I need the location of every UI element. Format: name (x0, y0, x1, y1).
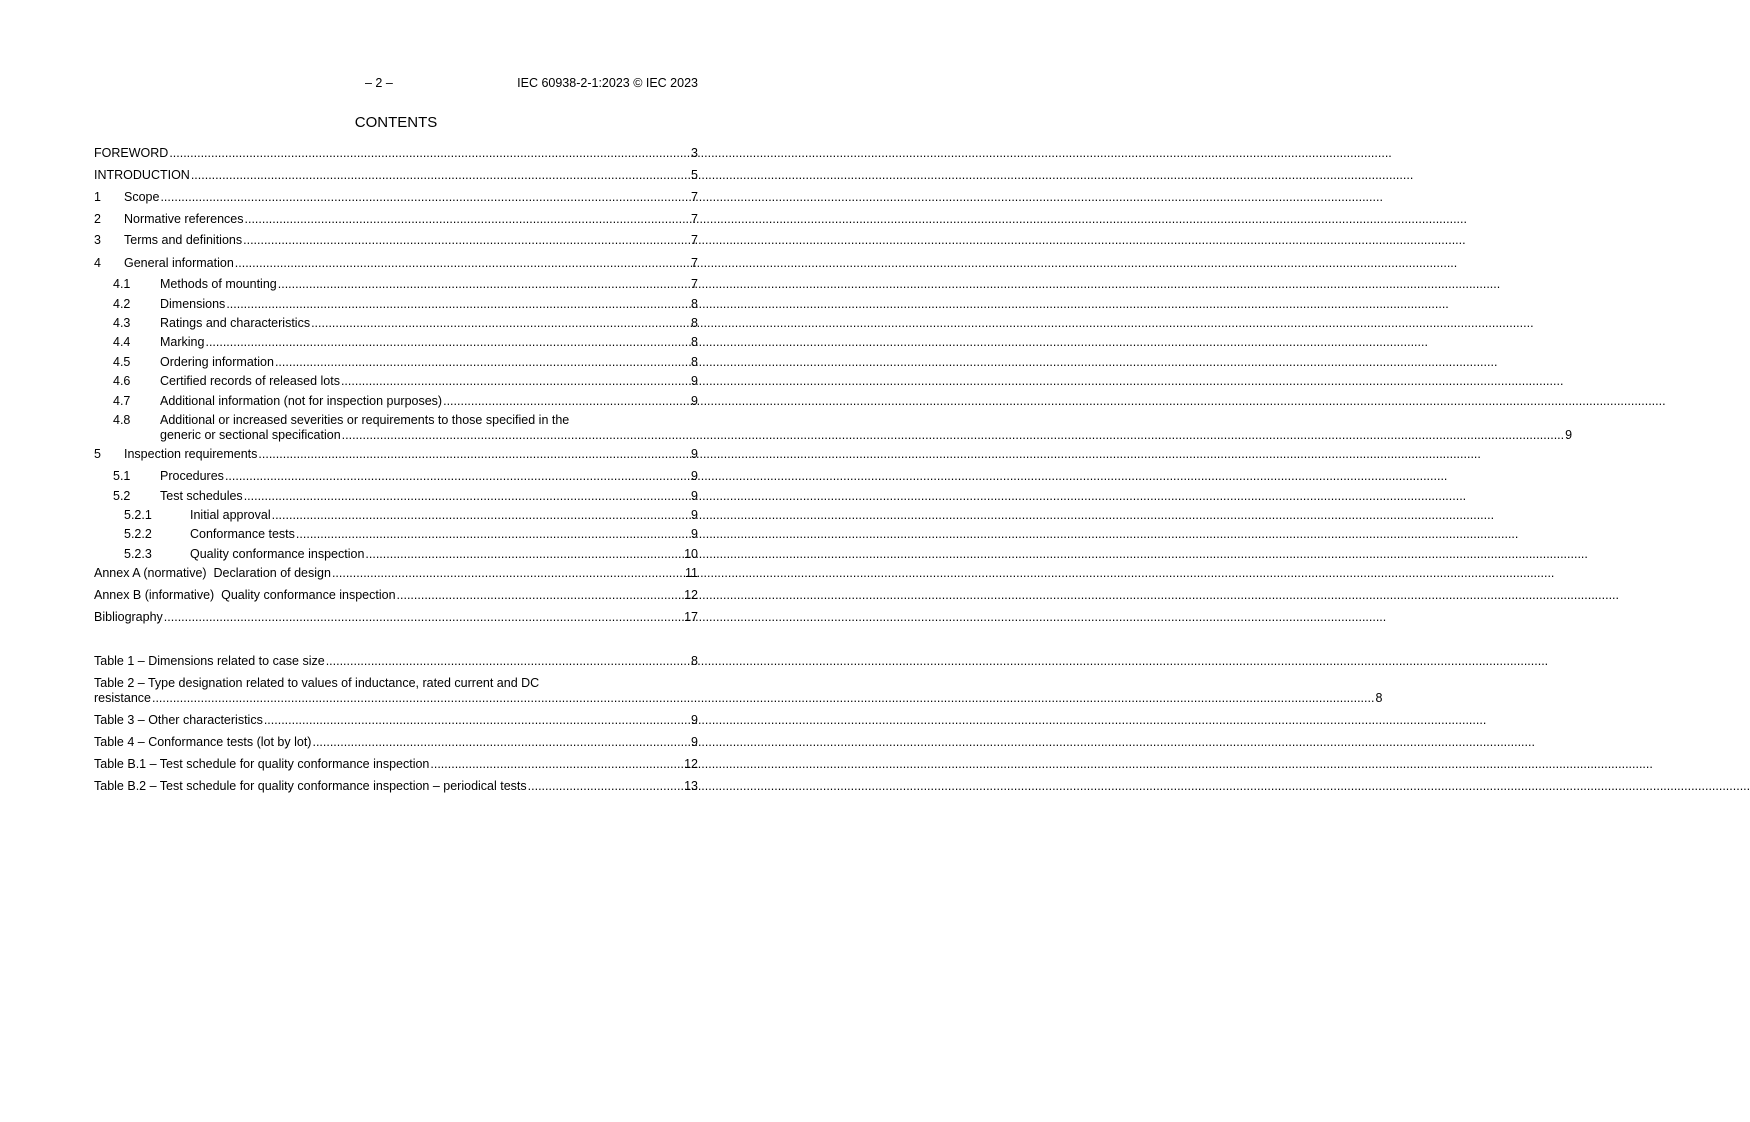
dot-leader (205, 335, 690, 350)
dot-leader (191, 168, 690, 183)
toc-entry-title: Normative references (124, 212, 244, 226)
dot-leader (152, 691, 1374, 706)
table-entry-table-4[interactable] (94, 735, 698, 750)
table-entry-page: 9 (691, 735, 698, 749)
table-entry-page: 13 (684, 779, 698, 793)
dot-leader (443, 394, 690, 409)
toc-entry-title: INTRODUCTION (94, 168, 190, 182)
toc-entry-title: Procedures (160, 469, 224, 483)
table-entry-title-line2-row (94, 691, 1382, 706)
toc-entry-terms-and-definitions[interactable] (94, 233, 698, 248)
document-reference: IEC 60938-2-1:2023 © IEC 2023 (517, 76, 698, 90)
table-entry-title: Table 1 – Dimensions related to case size (94, 654, 325, 668)
toc-entry-marking[interactable] (113, 335, 698, 350)
toc-entry-inspection-requirements[interactable] (94, 447, 698, 462)
toc-entry-test-schedules[interactable] (113, 489, 698, 504)
table-entry-page: 8 (691, 654, 698, 668)
toc-entry-title: Scope (124, 190, 160, 204)
toc-entry-dimensions[interactable] (113, 297, 698, 312)
dot-leader (296, 527, 690, 542)
toc-entry-number: 5.2.1 (124, 508, 152, 522)
toc-entry-page: 7 (691, 190, 698, 204)
dot-leader (245, 212, 691, 227)
toc-entry-page: 11 (685, 566, 698, 580)
dot-leader (226, 297, 690, 312)
toc-entry-page: 5 (691, 168, 698, 182)
dot-leader (326, 654, 690, 669)
table-entry-page: 12 (684, 757, 698, 771)
toc-entry-title: Methods of mounting (160, 277, 277, 291)
toc-entry-page: 9 (691, 508, 698, 522)
toc-entry-title: Quality conformance inspection (190, 547, 365, 561)
toc-entry-number: 5.2.3 (124, 547, 152, 561)
toc-entry-introduction[interactable] (94, 168, 698, 183)
toc-entry-number: 5 (94, 447, 101, 461)
toc-entry-title: Additional information (not for inspection purposes) (160, 394, 443, 408)
toc-entry-title: Inspection requirements (124, 447, 258, 461)
toc-entry-ordering-information[interactable] (113, 355, 698, 370)
toc-entry-page: 7 (691, 256, 698, 270)
dot-leader (430, 757, 683, 772)
toc-entry-page: 7 (691, 277, 698, 291)
dot-leader (397, 588, 684, 603)
dot-leader (342, 428, 1564, 443)
toc-entry-page: 7 (691, 233, 698, 247)
dot-leader (244, 489, 690, 504)
toc-entry-title: Ratings and characteristics (160, 316, 311, 330)
toc-entry-page: 8 (691, 335, 698, 349)
dot-leader (332, 566, 684, 581)
toc-entry-page: 12 (684, 588, 698, 602)
toc-entry-certified-records[interactable] (113, 374, 698, 389)
dot-leader (528, 779, 683, 794)
toc-entry-number: 5.1 (113, 469, 131, 483)
dot-leader (264, 713, 690, 728)
dot-leader (312, 735, 690, 750)
toc-entry-title: Initial approval (190, 508, 271, 522)
toc-entry-title-line1: Additional or increased severities or requirements to those specified in the (160, 413, 570, 427)
toc-entry-methods-of-mounting[interactable] (113, 277, 698, 292)
table-entry-title-line2: resistance (94, 691, 151, 705)
toc-entry-number: 4.6 (113, 374, 131, 388)
page-header (94, 76, 698, 92)
table-entry-title: Table 3 – Other characteristics (94, 713, 263, 727)
toc-entry-title: Annex A (normative) Declaration of design (94, 566, 331, 580)
contents-title: CONTENTS (354, 114, 438, 131)
toc-entry-title: Ordering information (160, 355, 274, 369)
page-number: – 2 – (365, 76, 393, 90)
toc-entry-title: Terms and definitions (124, 233, 243, 247)
toc-entry-page: 8 (691, 297, 698, 311)
table-entry-title-block (94, 676, 1382, 706)
toc-entry-number: 4.2 (113, 297, 131, 311)
toc-entry-number: 5.2.2 (124, 527, 152, 541)
toc-entry-page: 9 (691, 374, 698, 388)
table-entry-title: Table B.1 – Test schedule for quality conformance inspection (94, 757, 430, 771)
toc-entry-ratings-and-characteristics[interactable] (113, 316, 698, 331)
table-entry-page: 9 (691, 713, 698, 727)
toc-entry-number: 3 (94, 233, 101, 247)
toc-entry-title: Annex B (informative) Quality conformance inspection (94, 588, 396, 602)
toc-entry-title: Certified records of released lots (160, 374, 340, 388)
toc-entry-page: 9 (691, 447, 698, 461)
table-entry-title-line1: Table 2 – Type designation related to values of inductance, rated current and DC (94, 676, 540, 690)
toc-entry-foreword[interactable] (94, 146, 698, 161)
toc-entry-title: Marking (160, 335, 205, 349)
toc-entry-page: 9 (691, 469, 698, 483)
table-entry-title: Table 4 – Conformance tests (lot by lot) (94, 735, 312, 749)
toc-entry-annex-a[interactable] (94, 566, 698, 581)
toc-entry-title: Conformance tests (190, 527, 295, 541)
table-entry-title: Table B.2 – Test schedule for quality conformance inspection – periodical tests (94, 779, 527, 793)
dot-leader (225, 469, 690, 484)
toc-entry-title: FOREWORD (94, 146, 169, 160)
toc-entry-number: 4.8 (113, 413, 131, 427)
toc-entry-page: 8 (691, 316, 698, 330)
dot-leader (160, 190, 690, 205)
toc-entry-number: 4.4 (113, 335, 131, 349)
toc-entry-procedures[interactable] (113, 469, 698, 484)
toc-entry-page: 9 (691, 394, 698, 408)
toc-entry-page: 7 (691, 212, 698, 226)
toc-entry-title: Test schedules (160, 489, 243, 503)
toc-entry-page: 9 (691, 489, 698, 503)
toc-entry-quality-conformance-inspection[interactable] (124, 547, 698, 562)
dot-leader (341, 374, 690, 389)
toc-entry-number: 4.5 (113, 355, 131, 369)
toc-entry-title-block (160, 413, 1572, 443)
toc-entry-page: 9 (1565, 428, 1573, 442)
toc-entry-page: 3 (691, 146, 698, 160)
toc-entry-number: 2 (94, 212, 101, 226)
dot-leader (275, 355, 690, 370)
toc-entry-title: Bibliography (94, 610, 163, 624)
toc-entry-page: 10 (684, 547, 698, 561)
dot-leader (243, 233, 690, 248)
toc-entry-annex-b[interactable] (94, 588, 698, 603)
toc-entry-initial-approval[interactable] (124, 508, 698, 523)
toc-entry-conformance-tests[interactable] (124, 527, 698, 542)
dot-leader (272, 508, 690, 523)
dot-leader (278, 277, 690, 292)
dot-leader (169, 146, 690, 161)
toc-entry-scope[interactable] (94, 190, 698, 205)
toc-entry-bibliography[interactable] (94, 610, 698, 625)
dot-leader (365, 547, 683, 562)
toc-entry-general-information[interactable] (94, 256, 698, 271)
toc-entry-number: 4.7 (113, 394, 131, 408)
dot-leader (258, 447, 690, 462)
toc-entry-page: 8 (691, 355, 698, 369)
table-entry-page: 8 (1375, 691, 1383, 705)
toc-entry-normative-references[interactable] (94, 212, 698, 227)
dot-leader (311, 316, 690, 331)
toc-entry-title: General information (124, 256, 234, 270)
toc-entry-page: 9 (691, 527, 698, 541)
toc-entry-number: 4.1 (113, 277, 131, 291)
toc-entry-title: Dimensions (160, 297, 226, 311)
table-entry-table-2[interactable] (94, 676, 1383, 706)
toc-entry-title-line2: generic or sectional specification (160, 428, 341, 442)
toc-entry-number: 5.2 (113, 489, 131, 503)
toc-entry-page: 17 (684, 610, 698, 624)
table-entry-table-b1[interactable] (94, 757, 698, 772)
table-entry-table-1[interactable] (94, 654, 698, 669)
dot-leader (164, 610, 683, 625)
toc-entry-title-line2-row (160, 428, 1572, 443)
toc-entry-additional-information[interactable] (113, 394, 698, 409)
toc-entry-number: 4.3 (113, 316, 131, 330)
table-entry-table-b2[interactable] (94, 779, 698, 794)
table-entry-table-3[interactable] (94, 713, 698, 728)
toc-entry-number: 1 (94, 190, 101, 204)
toc-entry-additional-severities[interactable] (113, 413, 1573, 443)
dot-leader (235, 256, 690, 271)
toc-entry-number: 4 (94, 256, 101, 270)
